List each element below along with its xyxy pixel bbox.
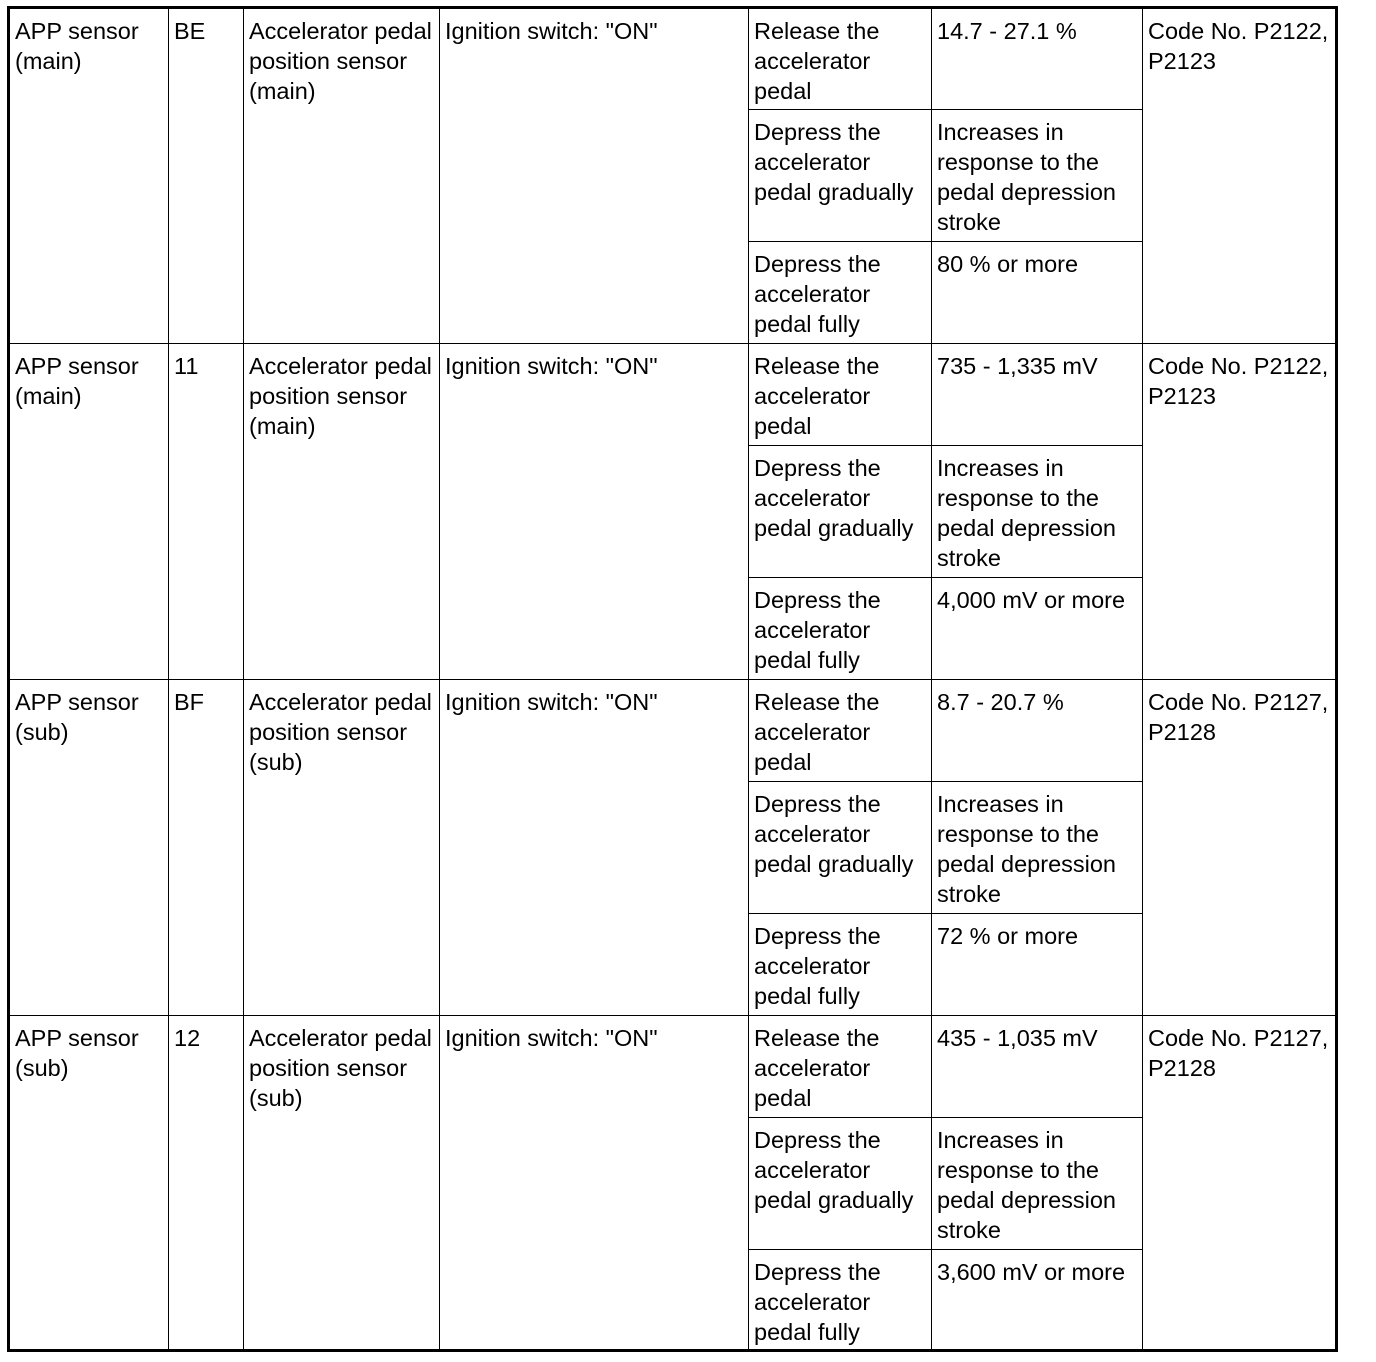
table-row [9,1016,1337,1118]
value-cell: 80 % or more [932,242,1143,344]
action-cell: Release the accelerator pedal [749,8,932,110]
action-cell: Release the accelerator pedal [749,1016,932,1118]
action-cell: Release the accelerator pedal [749,344,932,446]
spec-document [7,6,1338,1352]
description-cell: Accelerator pedal position sensor (sub) [244,680,440,1016]
description-cell: Accelerator pedal position sensor (sub) [244,1016,440,1351]
code-cell: Code No. P2122, P2123 [1143,344,1337,680]
condition-cell: Ignition switch: "ON" [440,680,749,1016]
description-cell: Accelerator pedal position sensor (main) [244,344,440,680]
terminal-cell: BF [169,680,244,1016]
table-row [9,344,1337,446]
value-cell: Increases in response to the pedal depression stroke [932,1118,1143,1250]
action-cell: Depress the accelerator pedal gradually [749,1118,932,1250]
value-cell: 435 - 1,035 mV [932,1016,1143,1118]
action-cell: Depress the accelerator pedal gradually [749,110,932,242]
action-cell: Release the accelerator pedal [749,680,932,782]
table-row [9,8,1337,110]
condition-cell: Ignition switch: "ON" [440,344,749,680]
item-cell: APP sensor (main) [9,344,169,680]
action-cell: Depress the accelerator pedal gradually [749,446,932,578]
value-cell: 3,600 mV or more [932,1250,1143,1351]
item-cell: APP sensor (sub) [9,680,169,1016]
sensor-spec-table [7,6,1338,1352]
table-row [9,680,1337,782]
action-cell: Depress the accelerator pedal gradually [749,782,932,914]
value-cell: Increases in response to the pedal depression stroke [932,446,1143,578]
value-cell: 72 % or more [932,914,1143,1016]
action-cell: Depress the accelerator pedal fully [749,1250,932,1351]
condition-cell: Ignition switch: "ON" [440,8,749,344]
action-cell: Depress the accelerator pedal fully [749,242,932,344]
code-cell: Code No. P2122, P2123 [1143,8,1337,344]
code-cell: Code No. P2127, P2128 [1143,680,1337,1016]
terminal-cell: BE [169,8,244,344]
value-cell: 8.7 - 20.7 % [932,680,1143,782]
item-cell: APP sensor (main) [9,8,169,344]
value-cell: Increases in response to the pedal depression stroke [932,110,1143,242]
condition-cell: Ignition switch: "ON" [440,1016,749,1351]
value-cell: 4,000 mV or more [932,578,1143,680]
value-cell: Increases in response to the pedal depression stroke [932,782,1143,914]
code-cell: Code No. P2127, P2128 [1143,1016,1337,1351]
value-cell: 735 - 1,335 mV [932,344,1143,446]
item-cell: APP sensor (sub) [9,1016,169,1351]
terminal-cell: 12 [169,1016,244,1351]
terminal-cell: 11 [169,344,244,680]
action-cell: Depress the accelerator pedal fully [749,578,932,680]
value-cell: 14.7 - 27.1 % [932,8,1143,110]
action-cell: Depress the accelerator pedal fully [749,914,932,1016]
description-cell: Accelerator pedal position sensor (main) [244,8,440,344]
